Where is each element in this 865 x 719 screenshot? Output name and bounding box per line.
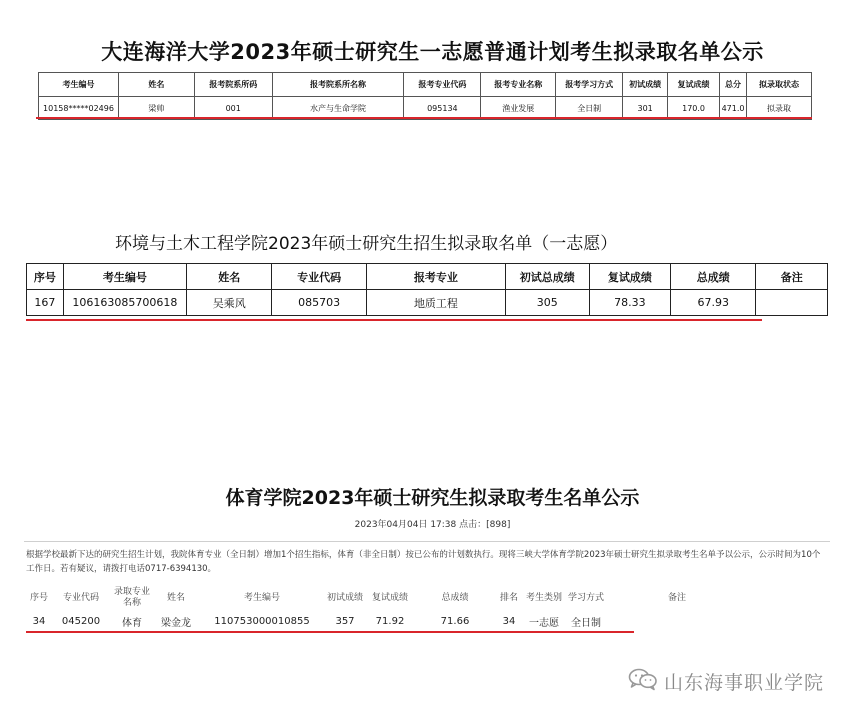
- table-cell: 167: [27, 290, 64, 316]
- header-cell: 姓名: [187, 264, 272, 290]
- table-cell: [756, 290, 828, 316]
- table-cell: 170.0: [668, 97, 720, 120]
- table-cell: 357: [335, 615, 355, 627]
- table-cell: 001: [194, 97, 272, 120]
- section3-table: [26, 583, 746, 629]
- header-cell: 学习方式: [567, 592, 604, 603]
- header-cell: 复试成绩: [371, 592, 408, 603]
- table-cell: [608, 613, 746, 629]
- table-row: [26, 613, 746, 629]
- header-cell: 报考院系所名称: [272, 73, 404, 97]
- table-cell: 78.33: [589, 290, 671, 316]
- section1-title: 大连海洋大学2023年硕士研究生一志愿普通计划考生拟录取名单公示: [101, 40, 764, 64]
- table-cell: 71.92: [375, 615, 405, 627]
- header-cell: 考生编号: [39, 73, 119, 97]
- table-header-row: [39, 73, 812, 97]
- header-cell: 备注: [667, 592, 686, 603]
- table-cell: 110753000010855: [214, 615, 310, 627]
- table-cell: 地质工程: [366, 290, 505, 316]
- header-cell: 总成绩: [671, 264, 756, 290]
- header-cell: 考生类别: [525, 592, 562, 603]
- table-cell: 301: [623, 97, 668, 120]
- header-cell: 初试成绩: [623, 73, 668, 97]
- header-cell: 复试成绩: [668, 73, 720, 97]
- table-cell: 095134: [404, 97, 481, 120]
- watermark-text: 山东海事职业学院: [664, 671, 825, 694]
- header-cell: 姓名: [166, 592, 185, 603]
- table-cell: 045200: [61, 615, 101, 627]
- table-cell: 106163085700618: [63, 290, 186, 316]
- header-cell: 姓名: [118, 73, 194, 97]
- header-cell: 序号: [29, 592, 48, 603]
- post-meta: 2023年04月04日 17:38 点击：[898]: [354, 520, 511, 530]
- table-cell: 一志愿: [529, 617, 559, 629]
- table-cell: 体育: [122, 617, 142, 629]
- header-cell: 序号: [27, 264, 64, 290]
- table-cell: 10158*****02496: [39, 97, 119, 120]
- table-header-row: [27, 264, 828, 290]
- section2-title: 环境与土木工程学院2023年硕士研究生招生拟录取名单（一志愿）: [115, 234, 618, 254]
- header-cell: 排名: [499, 592, 518, 603]
- table-row: [27, 290, 828, 316]
- header-cell: 报考专业名称: [481, 73, 556, 97]
- header-cell: 备注: [756, 264, 828, 290]
- header-cell: 初试总成绩: [506, 264, 589, 290]
- header-cell: 报考专业代码: [404, 73, 481, 97]
- header-cell: 专业代码: [62, 592, 99, 603]
- table-cell: 71.66: [440, 615, 470, 627]
- red-underline: [36, 117, 812, 119]
- table-cell: 305: [506, 290, 589, 316]
- table-cell: 全日制: [556, 97, 623, 120]
- header-cell: 总成绩: [441, 592, 469, 603]
- intro-paragraph: 根据学校最新下达的研究生招生计划，我院体育专业（全日制）增加1个招生指标，体育（非全日制）按已公布的计划数执行。现将三峡大学体育学院2023年硕士研究生拟录取考生名单予以公示，公示时间为10个工作日。若有疑议，请拨打电话0717-6394130。: [26, 550, 821, 574]
- section3-title: 体育学院2023年硕士研究生拟录取考生名单公示: [225, 487, 640, 509]
- table-cell: 水产与生命学院: [272, 97, 404, 120]
- table-cell: 拟录取: [747, 97, 812, 120]
- red-underline: [26, 631, 634, 633]
- table-cell: 471.0: [720, 97, 747, 120]
- watermark: [628, 668, 824, 694]
- table-cell: 渔业发展: [481, 97, 556, 120]
- section2-table: [26, 263, 828, 316]
- table-cell: 梁帅: [118, 97, 194, 120]
- header-cell: 报考专业: [366, 264, 505, 290]
- table-cell: 梁金龙: [161, 617, 191, 629]
- header-cell: 报考学习方式: [556, 73, 623, 97]
- table-cell: 吴乘风: [187, 290, 272, 316]
- header-cell: 初试成绩: [326, 592, 363, 603]
- header-cell: 拟录取状态: [747, 73, 812, 97]
- table-cell: 085703: [272, 290, 366, 316]
- header-cell: 考生编号: [243, 592, 280, 603]
- table-cell: 34: [502, 615, 516, 627]
- header-cell: 专业代码: [272, 264, 366, 290]
- red-underline: [26, 319, 762, 321]
- header-cell: 复试成绩: [589, 264, 671, 290]
- divider: [24, 541, 830, 542]
- table-header-row: [26, 583, 746, 613]
- table-cell: 全日制: [571, 617, 601, 629]
- header-cell: 考生编号: [63, 264, 186, 290]
- header-cell: 报考院系所码: [194, 73, 272, 97]
- wechat-icon: [628, 667, 658, 695]
- table-cell: 67.93: [671, 290, 756, 316]
- table-cell: 34: [32, 615, 46, 627]
- section1-table: [38, 72, 812, 120]
- header-cell: 总分: [720, 73, 747, 97]
- header-cell: 录取专业名称: [113, 587, 150, 608]
